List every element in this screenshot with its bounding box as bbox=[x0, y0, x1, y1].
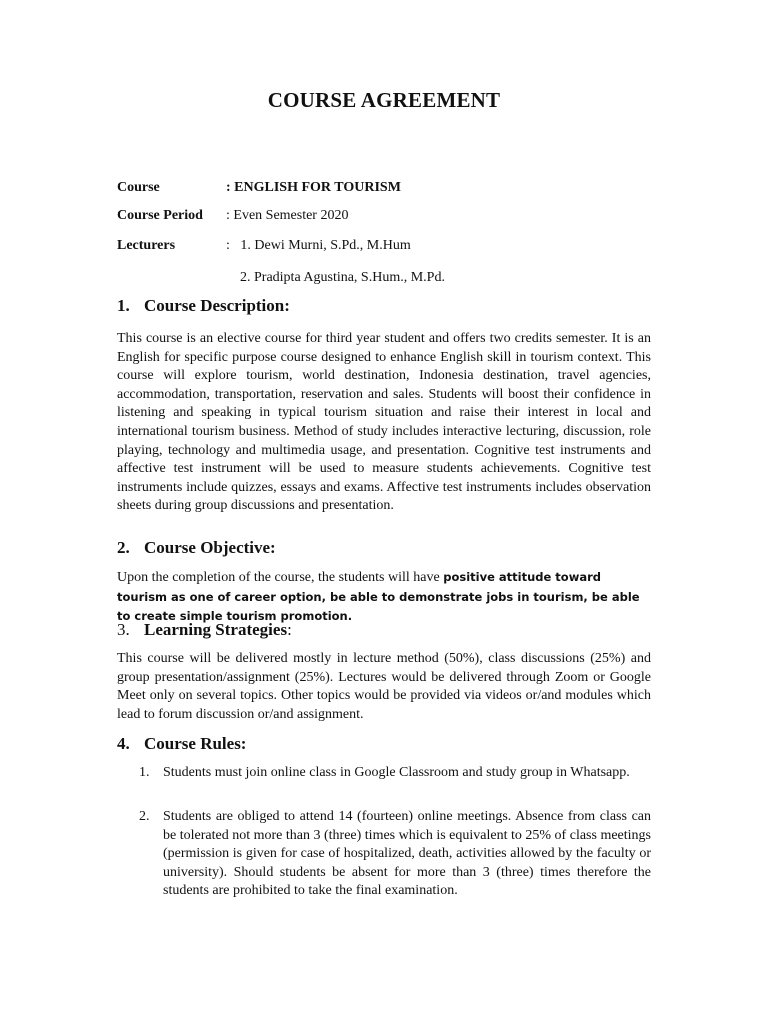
course-period-label: Course Period bbox=[117, 208, 203, 223]
list-item-number: 2. bbox=[139, 809, 150, 824]
section-title: Course Objective: bbox=[144, 538, 276, 557]
section-title: Course Description: bbox=[144, 296, 290, 315]
section-heading-description bbox=[117, 296, 290, 316]
list-item-text: Students are obliged to attend 14 (fourteen) online meetings. Absence from class can be tolerated not more than 3 (three) times which is equivalent to 25% of class meetings (permission is given for case of hospitalized, death, activities allowed by the faculty or university). Should students be absent for more than 3 (three) times therefore the students are prohibited to take the final examination. bbox=[163, 809, 651, 899]
section-number: 4. bbox=[117, 734, 130, 753]
section-heading-objective bbox=[117, 538, 276, 558]
list-item bbox=[139, 764, 651, 783]
section-heading-rules bbox=[117, 734, 246, 754]
course-description-text: This course is an elective course for third year student and offers two credits semester. It is an English for specific purpose course designed to enhance English skill in tourism context. This course will explore tourism, world destination, Indonesia destination, travel agencies, accommodation, transportation, reservation and sales. Students will boost their confidence in listening and speaking in typical tourism situation and raise their interest in local and international tourism business. Method of study includes interactive lecturing, discussion, role playing, technology and multimedia usage, and presentation. Cognitive test instruments and affective test instrument will be used to measure students achievements. Cognitive test instruments include quizzes, essays and exams. Affective test instruments includes observation sheets during group discussions and presentation. bbox=[117, 331, 651, 514]
course-label: Course bbox=[117, 180, 160, 195]
section-number: 2. bbox=[117, 538, 130, 557]
section-title-colon: : bbox=[287, 620, 292, 639]
list-item-number: 1. bbox=[139, 765, 150, 780]
section-number: 3. bbox=[117, 620, 130, 639]
document-title: COURSE AGREEMENT bbox=[267, 88, 501, 112]
section-title: Learning Strategies bbox=[144, 620, 288, 639]
objective-emphasis: positive attitude toward tourism as one of career option, be able to demonstrate jobs in tourism, be able to create simple tourism promotion. bbox=[117, 570, 640, 624]
learning-strategies-text: This course will be delivered mostly in lecture method (50%), class discussions (25%) and group presentation/assignment (25%). Lectures would be delivered through Zoom or Google Meet only on several topics. Other topics would be provided via videos or/and modules which lead to forum discussion or/and assignment. bbox=[117, 651, 651, 722]
objective-intro: Upon the completion of the course, the students will have bbox=[117, 570, 444, 585]
section-heading-strategies bbox=[117, 620, 292, 640]
lecturer-1: : 1. Dewi Murni, S.Pd., M.Hum bbox=[226, 238, 411, 253]
course-value: : ENGLISH FOR TOURISM bbox=[226, 180, 401, 195]
lecturers-label: Lecturers bbox=[117, 238, 176, 253]
list-item-text: Students must join online class in Google Classroom and study group in Whatsapp. bbox=[163, 765, 630, 780]
section-number: 1. bbox=[117, 296, 130, 315]
course-objective-text bbox=[117, 568, 651, 627]
section-title: Course Rules: bbox=[144, 734, 247, 753]
list-item bbox=[139, 808, 651, 901]
lecturer-2: 2. Pradipta Agustina, S.Hum., M.Pd. bbox=[240, 270, 445, 285]
course-period-value: : Even Semester 2020 bbox=[226, 208, 349, 223]
